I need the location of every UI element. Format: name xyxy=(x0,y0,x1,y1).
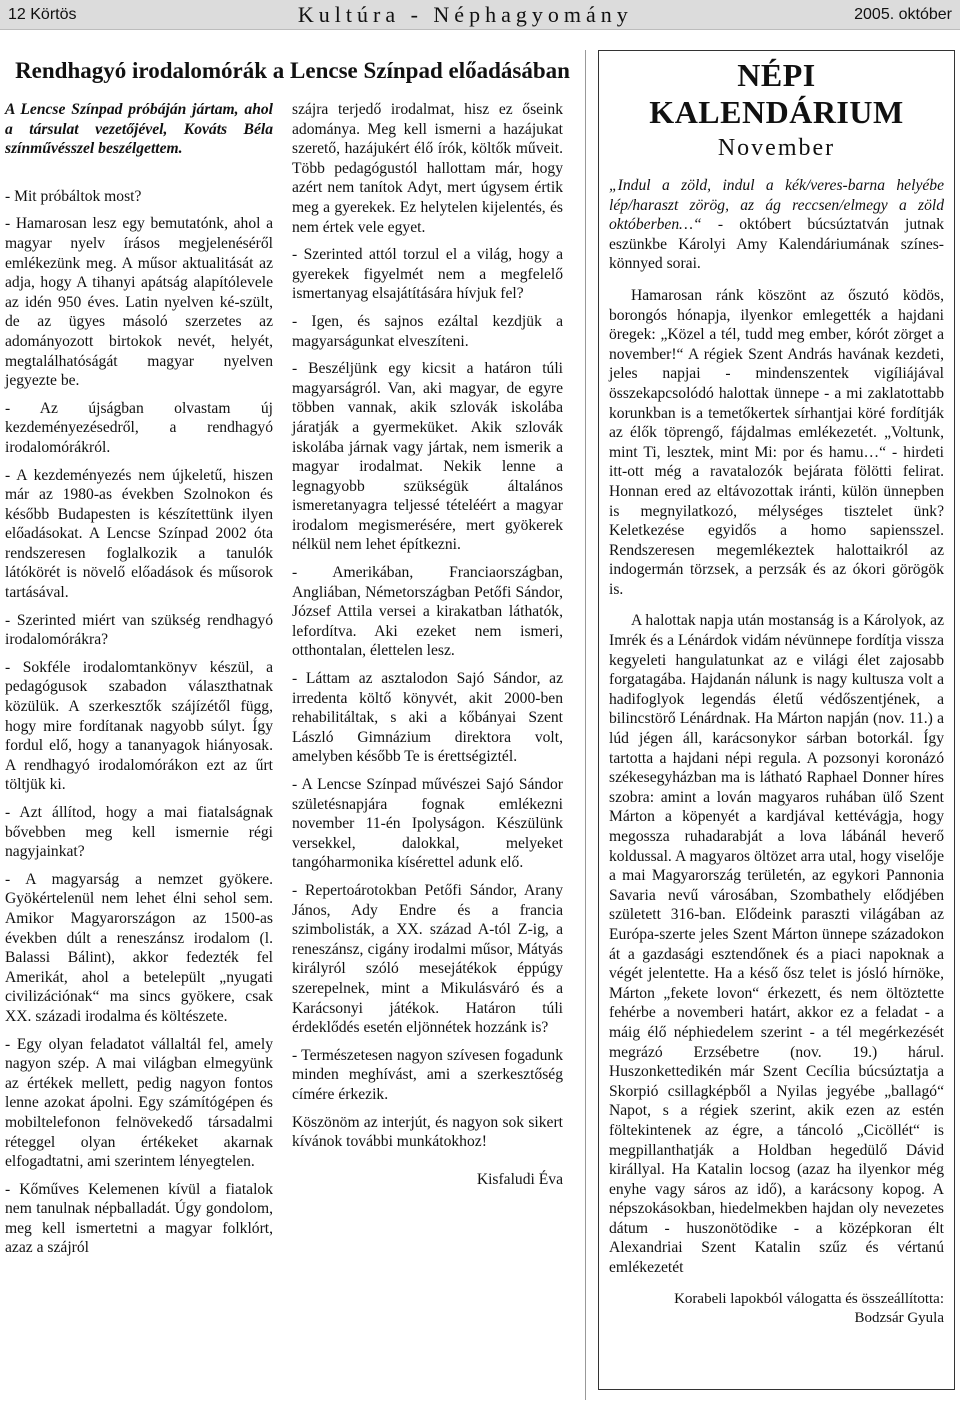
calendar-text xyxy=(609,176,944,1328)
credit-line: Korabeli lapokból válogatta és összeállította: xyxy=(674,1290,944,1307)
article-paragraph: - Láttam az asztalodon Sajó Sándor, az irredenta költő könyvét, akit 2000-ben rehabilitáltak, s aki a kőbányai Szent László Gimnázium direktora volt, amelyben később Te is érettségiztél. xyxy=(292,670,563,766)
article-paragraph: - Egy olyan feladatot vállaltál fel, amely nagyon szép. A mai világban elmegyünk az értékek mellett, pedig nagyon fontos lenne azokat ápolni. Egy számítógépen és mobiltelefonon felnövekedő társadalmi réteggel olyan értékeket akarnak elfogadtatni, ami szerintem lényegtelen. xyxy=(5,1035,273,1171)
page-header xyxy=(0,0,960,30)
article-paragraph: - Az újságban olvastam új kezdeményezésedről, a rendhagyó irodalomórákról. xyxy=(5,399,273,456)
poem-quote: „Indul a zöld, indul a kék/veres-barna helyébe lép/haraszt zörög, az ág reccsen/elmegy a zöld októberben…“ xyxy=(609,177,944,234)
calendar-title: NÉPI KALENDÁRIUM xyxy=(649,57,904,130)
article-paragraph: - Kőműves Kelemenen kívül a fiatalok nem tanulnak népballadát. Úgy gondolom, meg kell ismertetni a magyar folklórt, azaz a szájról xyxy=(5,1180,273,1257)
article-paragraph: - A kezdeményezés nem újkeletű, hiszen már az 1980-as években Szolnokon és később Budapesten is készítettünk ilyen előadásokat. A Lencse Színpad 2002 óta rendszeresen foglalkozik a tanulók látókörét is növelő előadások és műsorok tartásával. xyxy=(5,466,273,602)
article-lead: A Lencse Színpad próbáján jártam, ahol a társulat vezetőjével, Kováts Béla színművésszel beszélgettem. xyxy=(5,101,273,158)
article-paragraph: - Repertoárotokban Petőfi Sándor, Arany János, Ady Endre és a francia szimbolisták, a XX. század A-tól Z-ig, a reneszánsz, cigány irodalmi műsor, Mátyás királyról szóló mesejátékok éppúgy szerepelnek, mint a Mikulásváró és a Karácsonyi játékok. Határon túli érdeklődés esetén eljönnétek hozzánk is? xyxy=(292,881,563,1037)
article-paragraph: - Mit próbáltok most? xyxy=(5,187,142,205)
article-paragraph: - Hamarosan lesz egy bemutatónk, ahol a magyar nyelv írásos megjelenéséről emlékezünk meg. A műsor aktualitását az adja, hogy A tihanyi apátság alapítólevele az idén 950 éves. Latin nyelven ké-szült, de az ügyes másoló szerzetes az adományozott birtokok nevét, helyét, megtalálhatóságát magyar nyelven jegyezte be. xyxy=(5,215,273,390)
article-paragraph: - Beszéljünk egy kicsit a határon túli magyarságról. Van, aki magyar, de egyre többen vannak, akik szlovák iskolába járatják a gyermeküket. Akik szlovák iskolába járnak vagy jártak, nem ismerik a magyar irodalmat. Nekik lenne a legnagyobb szükségük általános ismeretanyagra teljessé tételéért a magyar irodalom megismerésére, mert gyökerek nélkül nem lehet építkezni. xyxy=(292,360,563,554)
article-author: Kisfaludi Éva xyxy=(476,1170,563,1188)
article-paragraph: - A magyarság a nemzet gyökere. Gyökértelenül nem lehet élni sehol sem. Amikor Magyarországon az 1500-as években dúlt a reneszánsz irodalom (l. Balassi Bálint), akkor fedezték fel Amerikát, ahol a betelepült „nyugati civilizációnak“ ma sincs gyökere, csak XX. századi irodalma és költészete. xyxy=(5,870,273,1025)
article-paragraph: - Természetesen nagyon szívesen fogadunk minden meghívást, ami a szerkesztőség címére érkezik. xyxy=(292,1046,563,1103)
calendar-credit xyxy=(609,1290,944,1328)
calendar-paragraph xyxy=(609,176,944,274)
article-paragraph: - Szerinted miért van szükség rendhagyó irodalomórákra? xyxy=(5,611,273,649)
intro-text: - októbert búcsúztatván jutnak eszünkbe Károlyi Amy Kalendáriumának színes-könnyed sorai. xyxy=(609,216,944,273)
issue-date: 2005. október xyxy=(854,5,952,23)
article-column-2 xyxy=(292,100,563,1197)
article-column-1 xyxy=(5,100,273,1266)
calendar-paragraph: A halottak napja után mostanság is a Károlyok, az Imrék és a Lénárdok vidám névünnepe fordítja vissza kegyeleti hangulatunkat az e világi élet zajosabb forgatagába. Hajdanán nálunk is nagy kultusza volt a hadifoglyok legendás életű védőszentjének, a bilincstörő Lénárdnak. Ha Márton napján (nov. 11.) a lúd jégen áll, karácsonykor sárban botorkál. Így tartotta a hajdani népi regula. A pozsonyi koronázó székesegyházban ma is látható Raphael Donner híres szobra: amint a lován magyaros ruhában ülő Szent Márton a köpenyét a kardjával kettévágja, hogy megossza ruhadarabját a lova lábánál heverő koldussal. A magyaros öltözet arra utal, hogy viselője a mai Magyarország területén, az egykori Pannonia Savaria nevű városában, Szombathely elődjében született 316-ban. Elődeink paraszti világában az Európa-szerte jeles Szent Márton ünnepe századokon át a gazdasági esztendőnek és a piaci napoknak a végét jelentette. Ha a késő ősz telet is jósló hírnöke, Márton „fekete lovon“ érkezett, és nem öltöztette fehérbe a novemberi határt, akkor ez a feladat - a máig élő néphiedelem szerint - a tél megérkezését megrázó Erzsébetre (nov. 19.) hárul. Huszonkettedikén már Szent Cecília búcsúztatja a Skorpió csillagképből a Nyilas jegyébe „ballagó“ Napot, s a régiek szerint, akik ezen az estén föltekintenek az égre, a táncoló „Cicöllét“ is megpillanthatják a Holdban hegedülő Dávid királlyal. Ha Katalin locsog (azaz ha ilyenkor még enyhe vagy sáros az idő), a karácsony kopog. A népszokásokban, hiedelmekben hajdan oly nevezetes dátum - huszonötödike - a középkoran élt Alexandriai Szent Katalin szűz és vértanú emlékezetét xyxy=(609,612,944,1277)
article-paragraph: - Igen, és sajnos ezáltal kezdjük a magyarságunkat elveszíteni. xyxy=(292,312,563,350)
section-title: Kultúra - Néphagyomány xyxy=(297,1,633,27)
article-paragraph: Köszönöm az interjút, és nagyon sok sikert kívánok további munkátokhoz! xyxy=(292,1113,563,1151)
calendar-column xyxy=(585,50,955,1400)
article-paragraph: - Sokféle irodalomtankönyv készül, a pedagógusok szabadon választhatnak közülük. A szerkesztők szájízétől függ, hogy mire fordítanak nagyobb súlyt. Így fordul elő, hogy a tananyagok hiányosak. A rendhagyó irodalomórákon ezt az űrt töltjük ki. xyxy=(5,658,273,794)
calendar-paragraph: Hamarosan ránk köszönt az őszutó ködös, borongós hónapja, ilyenkor emlegették a hajdani öregek: „Közel a tél, tudd meg ember, kórót zörget a november!“ A régiek Szent András havának kezdeti, jeles napjai - mindenszentek vigíliájával összekapcsolódó halottak ünnepe - a mi zaklatottabb korunkban is a temetőkertek sírhantjai köré fordítják az élők töprengő, fájdalmas emlékezetét. „Voltunk, mint Ti, lesztek, mint Mi: por és hamu…“ - hirdeti itt-ott még a ravatalozók bejárata fölötti felirat. Honnan ered az eltávozottak iránti, külön ünnepben is megnyilatkozó, mélységes tisztelet ünk? Keletkezése egyidős a homo sapiensszel. Rendszeresen megemlékeztek halottaikról az indogermán törzsek, a perzsák és az ókori görögök is. xyxy=(609,286,944,598)
page-number-label: 12 Körtös xyxy=(8,5,77,23)
calendar-month: November xyxy=(717,135,836,161)
article-paragraph: - Azt állítod, hogy a mai fiatalságnak bővebben meg kell ismernie régi nagyjainkat? xyxy=(5,804,273,861)
article-title: Rendhagyó irodalomórák a Lencse Színpad előadásában xyxy=(15,58,570,83)
calendar-box xyxy=(598,50,955,1390)
article-paragraph: - Amerikában, Franciaországban, Angliában, Németországban Petőfi Sándor, József Attila versei a kirakatban láthatók, lefordítva. Aki ezeket nem ismeri, otthontalan, élettelen lesz. xyxy=(292,564,563,660)
article-paragraph: - A Lencse Színpad művészei Sajó Sándor születésnapjára fognak emlékezni november 11-én Ipolyságon. Készülünk versekkel, dalokkal, melyeket tangóharmonika kísérettel adunk elő. xyxy=(292,776,563,872)
credit-author: Bodzsár Gyula xyxy=(854,1309,944,1326)
article-paragraph: - Szerinted attól torzul el a világ, hogy a gyerekek figyelmét nem a megfelelő ismertanyag elsajátítására hívjuk fel? xyxy=(292,246,563,303)
article-paragraph: szájra terjedő irodalmat, hisz ez őseink adománya. Meg kell ismerni a hazájukat szerető, hazájukért élő írók, költők műveit. Több pedagógustól hallottam már, hogy azért nem tanítok Adyt, mert úgysem értik meg a gyerekek. Ez helytelen kijelentés, és nem értek vele egyet. xyxy=(292,101,563,236)
